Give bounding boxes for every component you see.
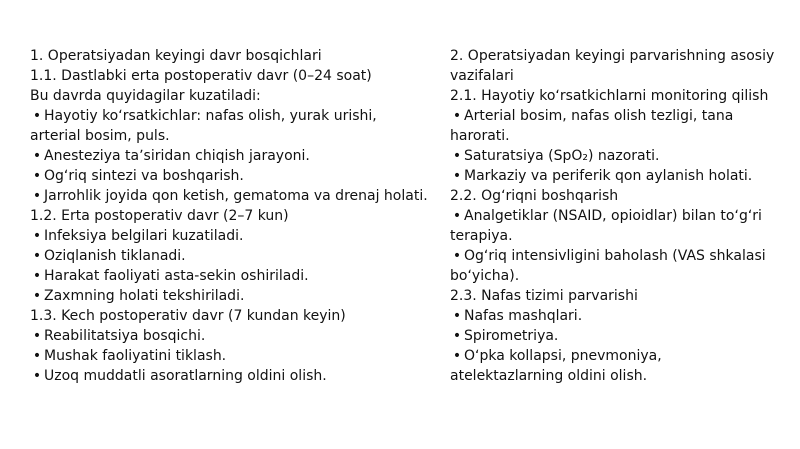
- subsection-heading: 1.3. Kech postoperativ davr (7 kundan keyin): [30, 308, 346, 324]
- list-item: • Ogʻriq intensivligini baholash (VAS shkalasi boʻyicha).: [450, 246, 778, 286]
- list-item: • Uzoq muddatli asoratlarning oldini olish.: [30, 366, 428, 386]
- list-item: • Oziqlanish tiklanadi.: [30, 246, 428, 266]
- list-item: • Hayotiy koʻrsatkichlar: nafas olish, yurak urishi, arterial bosim, puls.: [30, 106, 428, 146]
- left-column: [30, 46, 428, 386]
- subsection-heading: 1.1. Dastlabki erta postoperativ davr (0–24 soat): [30, 68, 372, 84]
- list-item: • Markaziy va periferik qon aylanish holati.: [450, 166, 778, 186]
- list-item: • Harakat faoliyati asta-sekin oshiriladi.: [30, 266, 428, 286]
- section-heading: 1. Operatsiyadan keyingi davr bosqichlari: [30, 48, 322, 64]
- list-item: • Anesteziya taʼsiridan chiqish jarayoni.: [30, 146, 428, 166]
- subsection-heading: 2.3. Nafas tizimi parvarishi: [450, 288, 638, 304]
- intro-text: Bu davrda quyidagilar kuzatiladi:: [30, 88, 261, 104]
- list-item: • Analgetiklar (NSAID, opioidlar) bilan toʻgʻri terapiya.: [450, 206, 778, 246]
- list-item: • Ogʻriq sintezi va boshqarish.: [30, 166, 428, 186]
- list-item: • Oʻpka kollapsi, pnevmoniya, atelektazlarning oldini olish.: [450, 346, 778, 386]
- list-item: • Jarrohlik joyida qon ketish, gematoma va drenaj holati.: [30, 186, 428, 206]
- list-item: • Zaxmning holati tekshiriladi.: [30, 286, 428, 306]
- list-item: • Nafas mashqlari.: [450, 306, 778, 326]
- list-item: • Infeksiya belgilari kuzatiladi.: [30, 226, 428, 246]
- subsection-heading: 2.2. Ogʻriqni boshqarish: [450, 188, 619, 204]
- subsection-heading: 2.1. Hayotiy koʻrsatkichlarni monitoring qilish: [450, 88, 769, 104]
- section-heading: 2. Operatsiyadan keyingi parvarishning asosiy vazifalari: [450, 48, 775, 84]
- list-item: • Spirometriya.: [450, 326, 778, 346]
- list-item: • Arterial bosim, nafas olish tezligi, tana harorati.: [450, 106, 778, 146]
- list-item: • Reabilitatsiya bosqichi.: [30, 326, 428, 346]
- list-item: • Mushak faoliyatini tiklash.: [30, 346, 428, 366]
- subsection-heading: 1.2. Erta postoperativ davr (2–7 kun): [30, 208, 289, 224]
- right-column: [450, 46, 778, 386]
- list-item: • Saturatsiya (SpO₂) nazorati.: [450, 146, 778, 166]
